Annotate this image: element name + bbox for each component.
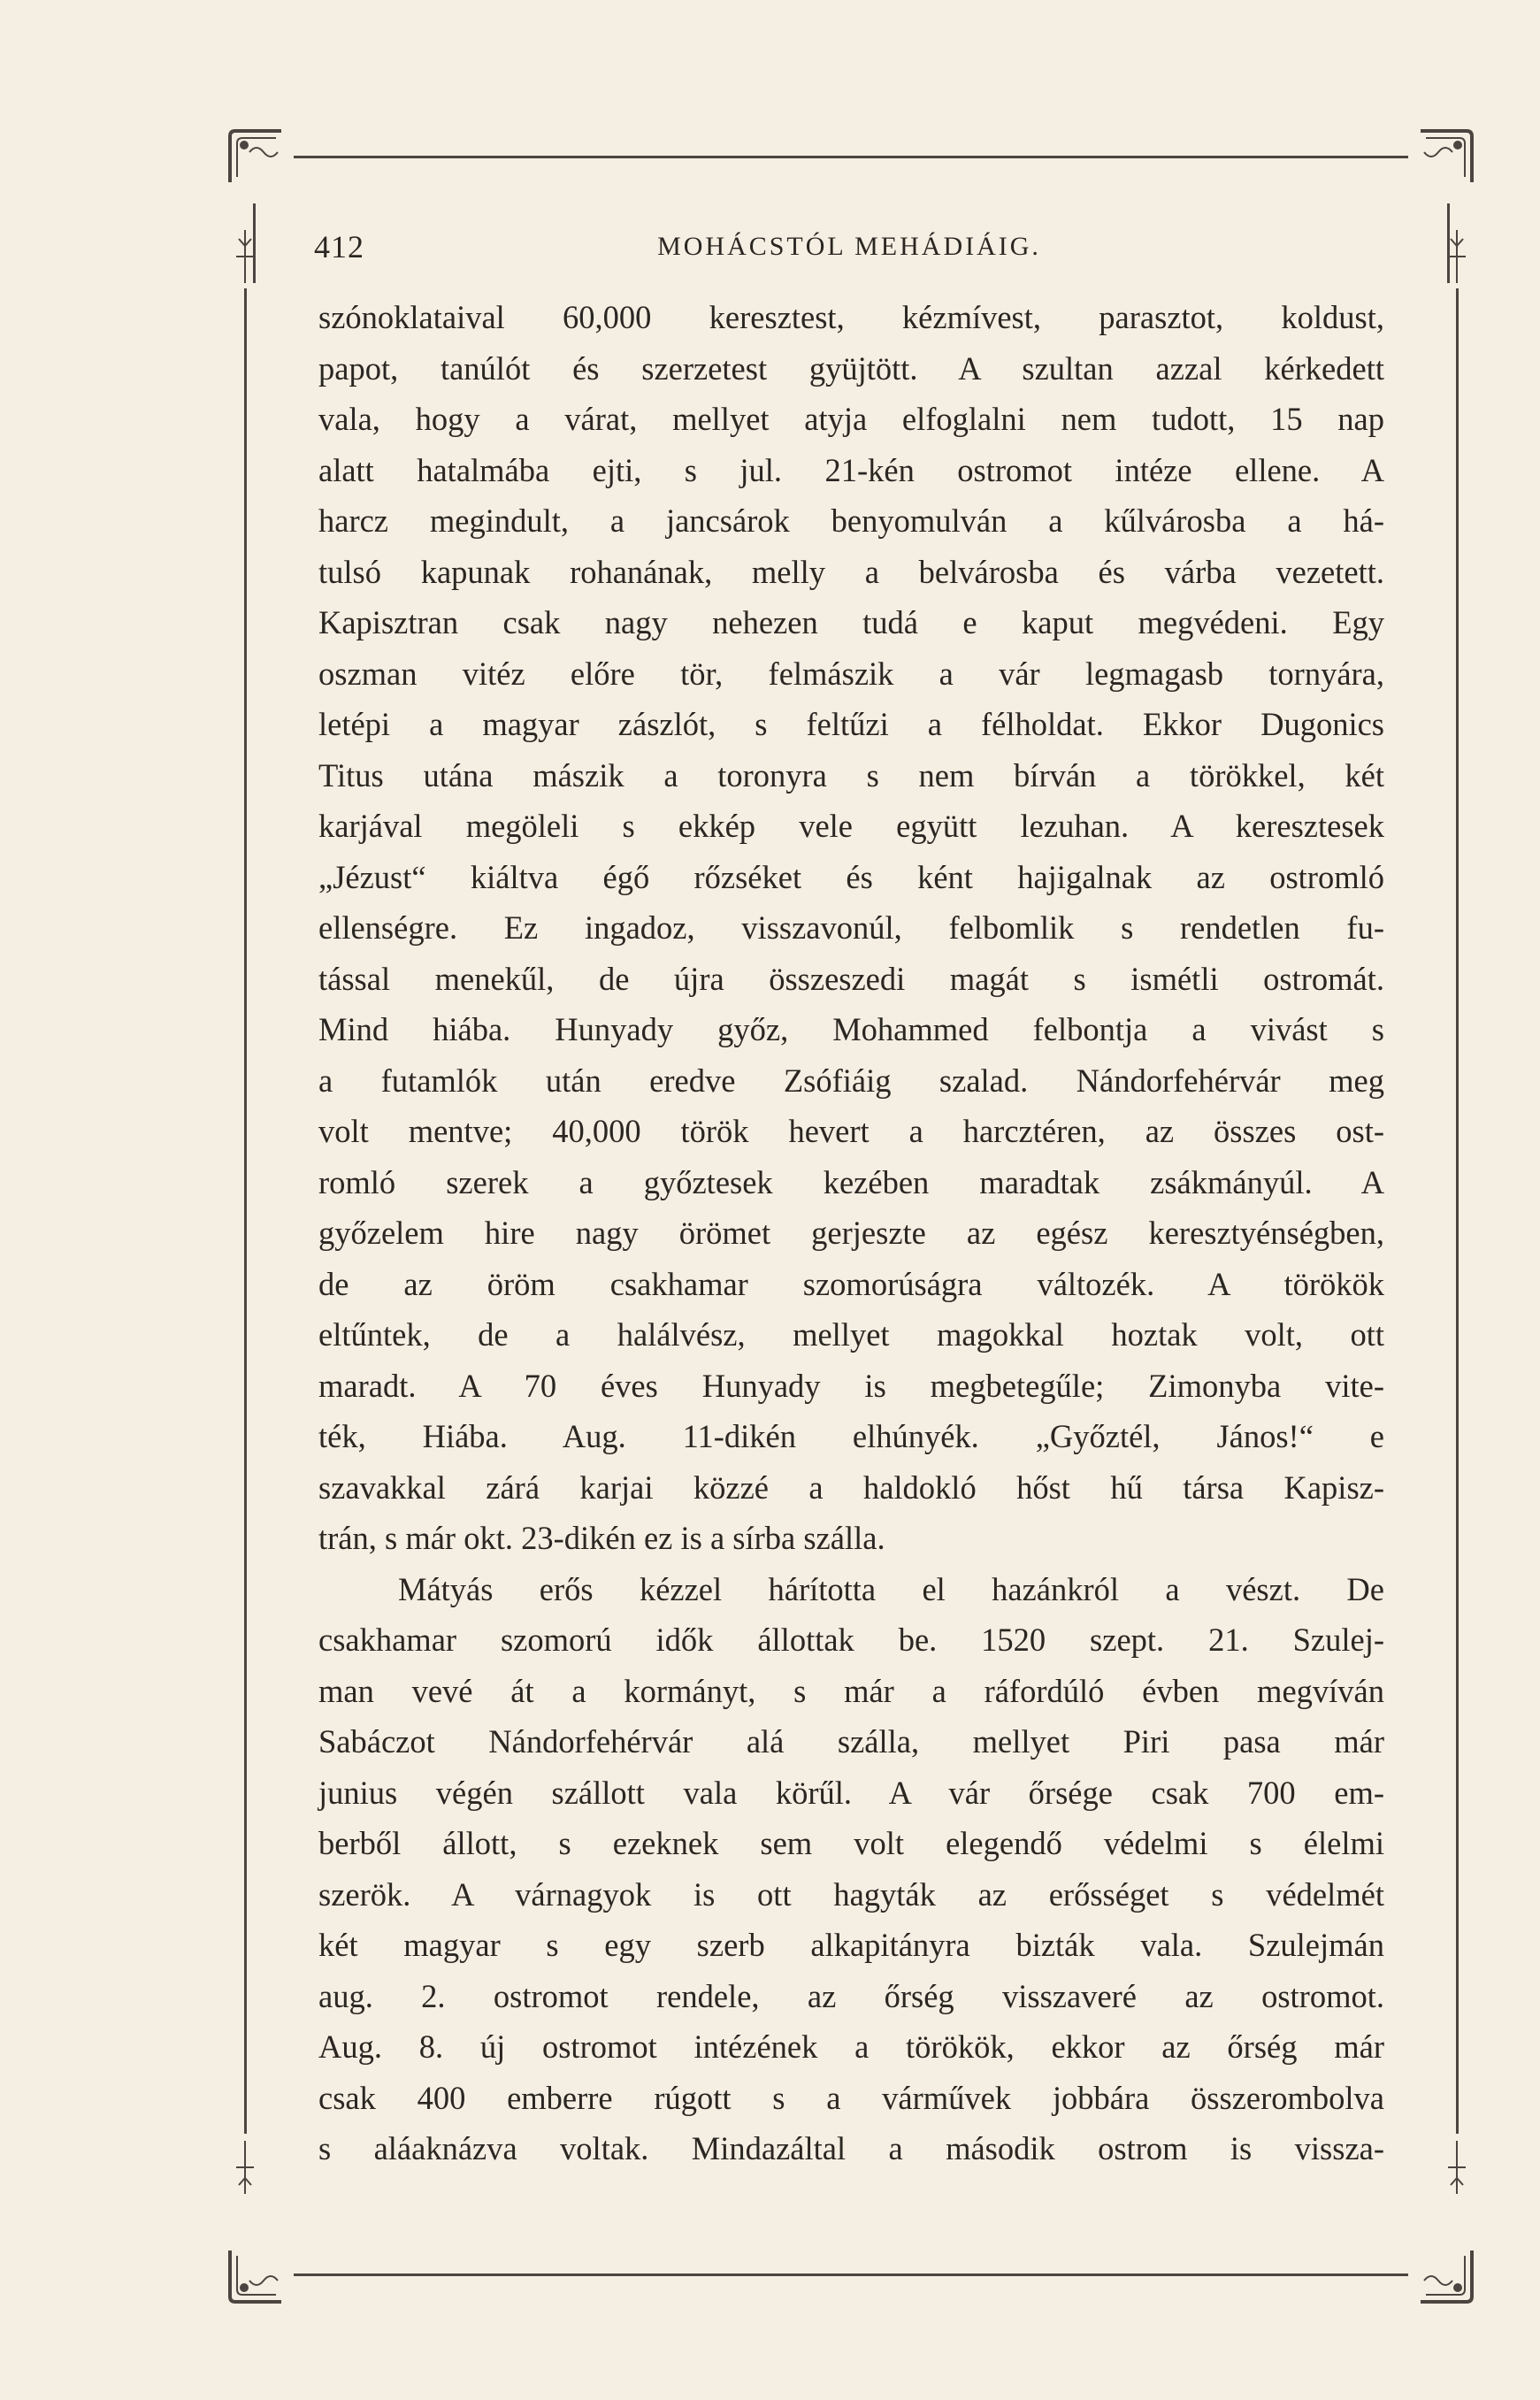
- text-line: tulsó kapunak rohanának, melly a belvárosba és várba vezetett.: [318, 553, 1384, 590]
- text-line: Titus utána mászik a toronyra s nem bírván a törökkel, két: [318, 756, 1384, 794]
- text-line: eltűntek, de a halálvész, mellyet magokkal hoztak volt, ott: [318, 1316, 1384, 1353]
- text-line: man vevé át a kormányt, s már a ráfordúló évben megvíván: [318, 1672, 1384, 1709]
- body-text: [318, 292, 1384, 2174]
- corner-flourish-icon: [1415, 126, 1477, 188]
- text-line: győzelem hire nagy örömet gerjeszte az egész keresztyénségben,: [318, 1215, 1384, 1251]
- side-flourish-icon: [1444, 2141, 1470, 2194]
- text-line: ellenségre. Ez ingadoz, visszavonúl, felbomlik s rendetlen fu-: [318, 909, 1384, 946]
- text-line: tással menekűl, de újra összeszedi magát s ismétli ostromát.: [318, 960, 1384, 997]
- text-line: szónoklataival 60,000 keresztest, kézmívest, parasztot, koldust,: [318, 299, 1384, 335]
- text-line: aug. 2. ostromot rendele, az őrség visszaveré az ostromot.: [318, 1977, 1384, 2014]
- text-line: maradt. A 70 éves Hunyady is megbetegűle; Zimonyba vite-: [318, 1367, 1384, 1404]
- text-line: a futamlók után eredve Zsófiáig szalad. Nándorfehérvár meg: [318, 1062, 1384, 1099]
- text-line: karjával megöleli s ekkép vele együtt lezuhan. A keresztesek: [318, 808, 1384, 844]
- text-line: Aug. 8. új ostromot intézének a törökök, ekkor az őrség már: [318, 2028, 1384, 2065]
- text-line: oszman vitéz előre tör, felmászik a vár legmagasb tornyára,: [318, 655, 1384, 692]
- text-line: szerök. A várnagyok is ott hagyták az erősséget s védelmét: [318, 1875, 1384, 1913]
- corner-flourish-icon: [225, 126, 287, 188]
- text-line: papot, tanúlót és szerzetest gyüjtött. A szultan azzal kérkedett: [318, 349, 1384, 387]
- text-line: junius végén szállott vala körűl. A vár őrsége csak 700 em-: [318, 1774, 1384, 1811]
- side-flourish-icon: [1444, 230, 1470, 283]
- text-line: csakhamar szomorú idők állottak be. 1520 szept. 21. Szulej-: [318, 1622, 1384, 1658]
- page-header: [314, 228, 1384, 264]
- text-line: Kapisztran csak nagy nehezen tudá e kaput megvédeni. Egy: [318, 604, 1384, 640]
- text-line: de az öröm csakhamar szomorúságra változék. A törökök: [318, 1265, 1384, 1302]
- text-line: Mind hiába. Hunyady győz, Mohammed felbontja a vivást s: [318, 1011, 1384, 1047]
- text-line: „Jézust“ kiáltva égő rőzséket és ként hajigalnak az ostromló: [318, 858, 1384, 895]
- bottom-border-rule: [294, 2273, 1408, 2276]
- right-border-rule: [1456, 288, 1459, 2134]
- running-title: MOHÁCSTÓL MEHÁDIÁIG.: [657, 232, 1041, 261]
- text-line: s aláaknázva voltak. Mindazáltal a második ostrom is vissza-: [318, 2130, 1384, 2166]
- text-line: vala, hogy a várat, mellyet atyja elfoglalni nem tudott, 15 nap: [318, 401, 1384, 437]
- text-line: Mátyás erős kézzel hárította el hazánkról a vészt. De: [398, 1570, 1384, 1607]
- text-line: csak 400 emberre rúgott s a várművek jobbára összerombolva: [318, 2079, 1384, 2116]
- text-line: ték, Hiába. Aug. 11-dikén elhúnyék. „Győztél, János!“ e: [318, 1418, 1384, 1454]
- text-line: trán, s már okt. 23-dikén ez is a sírba szálla.: [318, 1520, 885, 1556]
- text-line: szavakkal zárá karjai közzé a haldokló hőst hű társa Kapisz-: [318, 1468, 1384, 1506]
- text-line: berből állott, s ezeknek sem volt elegendő védelmi s élelmi: [318, 1825, 1384, 1861]
- left-border-rule: [244, 288, 247, 2134]
- top-border-rule: [294, 156, 1408, 158]
- side-flourish-icon: [232, 2141, 258, 2194]
- text-line: két magyar s egy szerb alkapitányra bizták vala. Szulejmán: [318, 1927, 1384, 1963]
- side-flourish-icon: [232, 230, 258, 283]
- text-line: letépi a magyar zászlót, s feltűzi a félholdat. Ekkor Dugonics: [318, 706, 1384, 742]
- text-line: alatt hatalmába ejti, s jul. 21-kén ostromot intéze ellene. A: [318, 451, 1384, 488]
- text-line: harcz megindult, a jancsárok benyomulván a kűlvárosba a há-: [318, 502, 1384, 539]
- corner-flourish-icon: [225, 2245, 287, 2307]
- page-number: 412: [314, 229, 364, 265]
- text-line: romló szerek a győztesek kezében maradtak zsákmányúl. A: [318, 1163, 1384, 1200]
- text-line: volt mentve; 40,000 török hevert a harcztéren, az összes ost-: [318, 1113, 1384, 1149]
- text-line: Sabáczot Nándorfehérvár alá szálla, mellyet Piri pasa már: [318, 1723, 1384, 1760]
- corner-flourish-icon: [1415, 2245, 1477, 2307]
